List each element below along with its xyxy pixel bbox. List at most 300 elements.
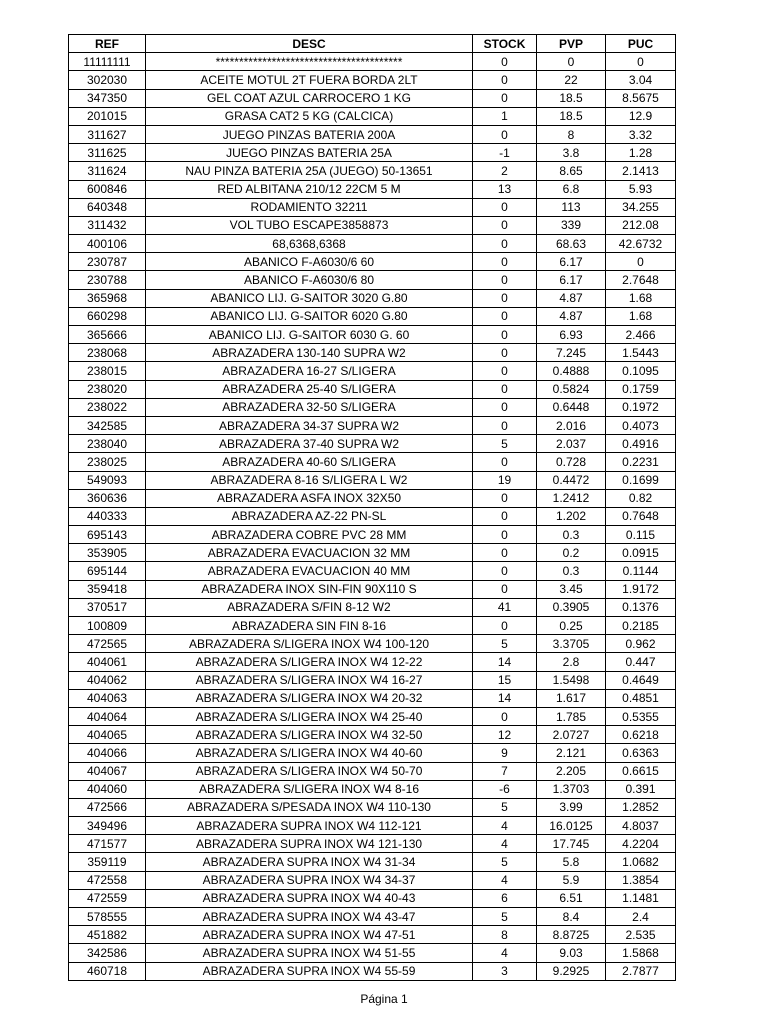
pvp-cell: 17.745 <box>537 835 606 853</box>
table-row <box>69 653 676 671</box>
pvp-cell: 0.6448 <box>537 398 606 416</box>
desc-cell: ABRAZADERA EVACUACION 32 MM <box>146 544 473 562</box>
ref-cell: 578555 <box>69 908 146 926</box>
stock-cell: 4 <box>473 871 537 889</box>
table-row <box>69 871 676 889</box>
stock-cell: 1 <box>473 107 537 125</box>
puc-cell: 5.93 <box>606 180 676 198</box>
stock-cell: 19 <box>473 471 537 489</box>
desc-cell: JUEGO PINZAS BATERIA 200A <box>146 125 473 143</box>
stock-cell: 0 <box>473 507 537 525</box>
column-header-pvp: PVP <box>537 35 606 53</box>
stock-cell: 6 <box>473 889 537 907</box>
puc-cell: 2.466 <box>606 326 676 344</box>
table-row <box>69 344 676 362</box>
desc-cell: ABRAZADERA S/LIGERA INOX W4 20-32 <box>146 689 473 707</box>
puc-cell: 0.962 <box>606 635 676 653</box>
table-row <box>69 453 676 471</box>
ref-cell: 342586 <box>69 944 146 962</box>
ref-cell: 404061 <box>69 653 146 671</box>
desc-cell: ABRAZADERA 37-40 SUPRA W2 <box>146 435 473 453</box>
column-header-puc: PUC <box>606 35 676 53</box>
puc-cell: 1.3854 <box>606 871 676 889</box>
desc-cell: ABRAZADERA 25-40 S/LIGERA <box>146 380 473 398</box>
puc-cell: 212.08 <box>606 216 676 234</box>
table-row <box>69 107 676 125</box>
pvp-cell: 8.4 <box>537 908 606 926</box>
pvp-cell: 1.617 <box>537 689 606 707</box>
stock-cell: 0 <box>473 53 537 71</box>
ref-cell: 230787 <box>69 253 146 271</box>
desc-cell: ABRAZADERA SUPRA INOX W4 43-47 <box>146 908 473 926</box>
puc-cell: 4.2204 <box>606 835 676 853</box>
table-body <box>69 53 676 981</box>
puc-cell: 2.535 <box>606 926 676 944</box>
ref-cell: 311627 <box>69 125 146 143</box>
ref-cell: 404062 <box>69 671 146 689</box>
puc-cell: 1.5443 <box>606 344 676 362</box>
desc-cell: ABRAZADERA 8-16 S/LIGERA L W2 <box>146 471 473 489</box>
desc-cell: ABANICO F-A6030/6 60 <box>146 253 473 271</box>
puc-cell: 0.82 <box>606 489 676 507</box>
puc-cell: 1.9172 <box>606 580 676 598</box>
ref-cell: 404064 <box>69 707 146 725</box>
ref-cell: 370517 <box>69 598 146 616</box>
stock-cell: 13 <box>473 180 537 198</box>
desc-cell: ABANICO LIJ. G-SAITOR 3020 G.80 <box>146 289 473 307</box>
table-row <box>69 507 676 525</box>
table-row <box>69 253 676 271</box>
ref-cell: 404067 <box>69 762 146 780</box>
ref-cell: 549093 <box>69 471 146 489</box>
ref-cell: 359418 <box>69 580 146 598</box>
stock-cell: 5 <box>473 853 537 871</box>
pvp-cell: 0.5824 <box>537 380 606 398</box>
stock-cell: 0 <box>473 562 537 580</box>
stock-cell: 0 <box>473 271 537 289</box>
ref-cell: 347350 <box>69 89 146 107</box>
stock-cell: 0 <box>473 526 537 544</box>
pvp-cell: 339 <box>537 216 606 234</box>
desc-cell: ACEITE MOTUL 2T FUERA BORDA 2LT <box>146 71 473 89</box>
ref-cell: 460718 <box>69 962 146 980</box>
table-row <box>69 307 676 325</box>
pvp-cell: 22 <box>537 71 606 89</box>
pvp-cell: 0.3905 <box>537 598 606 616</box>
header-row <box>69 35 676 53</box>
pvp-cell: 1.3703 <box>537 780 606 798</box>
puc-cell: 42.6732 <box>606 235 676 253</box>
table-row <box>69 144 676 162</box>
desc-cell: ABRAZADERA SUPRA INOX W4 34-37 <box>146 871 473 889</box>
table-row <box>69 562 676 580</box>
stock-cell: -1 <box>473 144 537 162</box>
stock-cell: 4 <box>473 944 537 962</box>
pvp-cell: 0.728 <box>537 453 606 471</box>
puc-cell: 0.1376 <box>606 598 676 616</box>
pvp-cell: 8.8725 <box>537 926 606 944</box>
puc-cell: 34.255 <box>606 198 676 216</box>
desc-cell: JUEGO PINZAS BATERIA 25A <box>146 144 473 162</box>
ref-cell: 404066 <box>69 744 146 762</box>
desc-cell: ABRAZADERA S/PESADA INOX W4 110-130 <box>146 798 473 816</box>
pvp-cell: 2.037 <box>537 435 606 453</box>
pvp-cell: 4.87 <box>537 307 606 325</box>
ref-cell: 400106 <box>69 235 146 253</box>
puc-cell: 0.4649 <box>606 671 676 689</box>
table-row <box>69 580 676 598</box>
desc-cell: **************************************** <box>146 53 473 71</box>
table-row <box>69 71 676 89</box>
puc-cell: 0.7648 <box>606 507 676 525</box>
desc-cell: ABRAZADERA SUPRA INOX W4 121-130 <box>146 835 473 853</box>
column-header-ref: REF <box>69 35 146 53</box>
puc-cell: 4.8037 <box>606 817 676 835</box>
puc-cell: 0.5355 <box>606 707 676 725</box>
table-row <box>69 416 676 434</box>
table-row <box>69 198 676 216</box>
desc-cell: ABRAZADERA S/LIGERA INOX W4 32-50 <box>146 726 473 744</box>
desc-cell: ABRAZADERA SUPRA INOX W4 40-43 <box>146 889 473 907</box>
stock-cell: 0 <box>473 362 537 380</box>
pvp-cell: 2.121 <box>537 744 606 762</box>
pvp-cell: 0.2 <box>537 544 606 562</box>
desc-cell: ABRAZADERA INOX SIN-FIN 90X110 S <box>146 580 473 598</box>
table-row <box>69 617 676 635</box>
ref-cell: 640348 <box>69 198 146 216</box>
pvp-cell: 9.03 <box>537 944 606 962</box>
table-row <box>69 544 676 562</box>
pvp-cell: 5.9 <box>537 871 606 889</box>
table-row <box>69 162 676 180</box>
ref-cell: 238040 <box>69 435 146 453</box>
table-row <box>69 835 676 853</box>
table-row <box>69 89 676 107</box>
ref-cell: 311625 <box>69 144 146 162</box>
table-row <box>69 926 676 944</box>
table-row <box>69 726 676 744</box>
ref-cell: 360636 <box>69 489 146 507</box>
puc-cell: 0 <box>606 53 676 71</box>
desc-cell: ABRAZADERA 16-27 S/LIGERA <box>146 362 473 380</box>
stock-cell: 0 <box>473 707 537 725</box>
stock-cell: -6 <box>473 780 537 798</box>
stock-cell: 0 <box>473 235 537 253</box>
desc-cell: ABRAZADERA SUPRA INOX W4 51-55 <box>146 944 473 962</box>
desc-cell: ABRAZADERA S/LIGERA INOX W4 8-16 <box>146 780 473 798</box>
stock-cell: 41 <box>473 598 537 616</box>
puc-cell: 0.4073 <box>606 416 676 434</box>
ref-cell: 311432 <box>69 216 146 234</box>
puc-cell: 0 <box>606 253 676 271</box>
table-row <box>69 326 676 344</box>
puc-cell: 0.0915 <box>606 544 676 562</box>
table-row <box>69 289 676 307</box>
column-header-desc: DESC <box>146 35 473 53</box>
ref-cell: 365968 <box>69 289 146 307</box>
pvp-cell: 3.45 <box>537 580 606 598</box>
pvp-cell: 1.2412 <box>537 489 606 507</box>
ref-cell: 451882 <box>69 926 146 944</box>
ref-cell: 238020 <box>69 380 146 398</box>
desc-cell: ABRAZADERA 130-140 SUPRA W2 <box>146 344 473 362</box>
desc-cell: ABANICO LIJ. G-SAITOR 6020 G.80 <box>146 307 473 325</box>
desc-cell: RODAMIENTO 32211 <box>146 198 473 216</box>
table-row <box>69 398 676 416</box>
ref-cell: 230788 <box>69 271 146 289</box>
pvp-cell: 18.5 <box>537 107 606 125</box>
ref-cell: 11111111 <box>69 53 146 71</box>
stock-cell: 0 <box>473 125 537 143</box>
table-row <box>69 908 676 926</box>
pvp-cell: 6.93 <box>537 326 606 344</box>
pvp-cell: 3.3705 <box>537 635 606 653</box>
puc-cell: 1.28 <box>606 144 676 162</box>
desc-cell: 68,6368,6368 <box>146 235 473 253</box>
table-row <box>69 853 676 871</box>
puc-cell: 0.6218 <box>606 726 676 744</box>
ref-cell: 440333 <box>69 507 146 525</box>
ref-cell: 600846 <box>69 180 146 198</box>
puc-cell: 0.1144 <box>606 562 676 580</box>
ref-cell: 359119 <box>69 853 146 871</box>
stock-cell: 14 <box>473 689 537 707</box>
puc-cell: 0.115 <box>606 526 676 544</box>
table-row <box>69 889 676 907</box>
stock-cell: 9 <box>473 744 537 762</box>
table-row <box>69 489 676 507</box>
desc-cell: ABRAZADERA 32-50 S/LIGERA <box>146 398 473 416</box>
table-row <box>69 598 676 616</box>
desc-cell: ABRAZADERA S/LIGERA INOX W4 25-40 <box>146 707 473 725</box>
desc-cell: VOL TUBO ESCAPE3858873 <box>146 216 473 234</box>
stock-cell: 0 <box>473 617 537 635</box>
pvp-cell: 68.63 <box>537 235 606 253</box>
puc-cell: 0.1972 <box>606 398 676 416</box>
desc-cell: ABRAZADERA SUPRA INOX W4 55-59 <box>146 962 473 980</box>
stock-cell: 0 <box>473 198 537 216</box>
stock-cell: 0 <box>473 453 537 471</box>
pvp-cell: 0.3 <box>537 526 606 544</box>
stock-cell: 5 <box>473 908 537 926</box>
puc-cell: 2.4 <box>606 908 676 926</box>
table-row <box>69 744 676 762</box>
table-row <box>69 962 676 980</box>
pvp-cell: 7.245 <box>537 344 606 362</box>
desc-cell: ABANICO F-A6030/6 80 <box>146 271 473 289</box>
table-row <box>69 271 676 289</box>
ref-cell: 471577 <box>69 835 146 853</box>
puc-cell: 0.1095 <box>606 362 676 380</box>
table-row <box>69 762 676 780</box>
table-row <box>69 53 676 71</box>
stock-cell: 8 <box>473 926 537 944</box>
desc-cell: ABRAZADERA ASFA INOX 32X50 <box>146 489 473 507</box>
stock-cell: 0 <box>473 344 537 362</box>
table-row <box>69 780 676 798</box>
stock-cell: 0 <box>473 398 537 416</box>
pvp-cell: 0 <box>537 53 606 71</box>
pvp-cell: 1.202 <box>537 507 606 525</box>
table-row <box>69 798 676 816</box>
ref-cell: 472565 <box>69 635 146 653</box>
puc-cell: 3.32 <box>606 125 676 143</box>
table-row <box>69 526 676 544</box>
puc-cell: 1.68 <box>606 289 676 307</box>
stock-cell: 15 <box>473 671 537 689</box>
pvp-cell: 2.8 <box>537 653 606 671</box>
desc-cell: NAU PINZA BATERIA 25A (JUEGO) 50-13651 <box>146 162 473 180</box>
puc-cell: 3.04 <box>606 71 676 89</box>
puc-cell: 0.391 <box>606 780 676 798</box>
ref-cell: 302030 <box>69 71 146 89</box>
stock-cell: 4 <box>473 817 537 835</box>
desc-cell: ABRAZADERA AZ-22 PN-SL <box>146 507 473 525</box>
ref-cell: 238015 <box>69 362 146 380</box>
desc-cell: ABANICO LIJ. G-SAITOR 6030 G. 60 <box>146 326 473 344</box>
desc-cell: RED ALBITANA 210/12 22CM 5 M <box>146 180 473 198</box>
puc-cell: 0.4916 <box>606 435 676 453</box>
puc-cell: 0.2185 <box>606 617 676 635</box>
puc-cell: 12.9 <box>606 107 676 125</box>
pvp-cell: 6.17 <box>537 271 606 289</box>
desc-cell: ABRAZADERA S/LIGERA INOX W4 16-27 <box>146 671 473 689</box>
ref-cell: 100809 <box>69 617 146 635</box>
table-row <box>69 471 676 489</box>
ref-cell: 404063 <box>69 689 146 707</box>
ref-cell: 342585 <box>69 416 146 434</box>
stock-cell: 0 <box>473 489 537 507</box>
ref-cell: 695143 <box>69 526 146 544</box>
pvp-cell: 0.4472 <box>537 471 606 489</box>
stock-cell: 0 <box>473 380 537 398</box>
pvp-cell: 6.17 <box>537 253 606 271</box>
ref-cell: 404065 <box>69 726 146 744</box>
puc-cell: 1.1481 <box>606 889 676 907</box>
stock-cell: 7 <box>473 762 537 780</box>
stock-cell: 5 <box>473 798 537 816</box>
stock-cell: 14 <box>473 653 537 671</box>
inventory-table <box>68 34 676 981</box>
puc-cell: 2.7877 <box>606 962 676 980</box>
pvp-cell: 3.8 <box>537 144 606 162</box>
stock-cell: 0 <box>473 326 537 344</box>
desc-cell: ABRAZADERA SUPRA INOX W4 112-121 <box>146 817 473 835</box>
ref-cell: 695144 <box>69 562 146 580</box>
puc-cell: 1.5868 <box>606 944 676 962</box>
pvp-cell: 8.65 <box>537 162 606 180</box>
ref-cell: 365666 <box>69 326 146 344</box>
desc-cell: ABRAZADERA EVACUACION 40 MM <box>146 562 473 580</box>
desc-cell: GRASA CAT2 5 KG (CALCICA) <box>146 107 473 125</box>
table-row <box>69 180 676 198</box>
ref-cell: 472559 <box>69 889 146 907</box>
desc-cell: GEL COAT AZUL CARROCERO 1 KG <box>146 89 473 107</box>
puc-cell: 1.0682 <box>606 853 676 871</box>
pvp-cell: 2.0727 <box>537 726 606 744</box>
stock-cell: 0 <box>473 89 537 107</box>
ref-cell: 201015 <box>69 107 146 125</box>
ref-cell: 238025 <box>69 453 146 471</box>
table-row <box>69 362 676 380</box>
pvp-cell: 16.0125 <box>537 817 606 835</box>
desc-cell: ABRAZADERA S/FIN 8-12 W2 <box>146 598 473 616</box>
pvp-cell: 4.87 <box>537 289 606 307</box>
puc-cell: 2.1413 <box>606 162 676 180</box>
puc-cell: 0.447 <box>606 653 676 671</box>
desc-cell: ABRAZADERA SUPRA INOX W4 47-51 <box>146 926 473 944</box>
table-row <box>69 125 676 143</box>
pvp-cell: 2.205 <box>537 762 606 780</box>
stock-cell: 0 <box>473 253 537 271</box>
table-row <box>69 817 676 835</box>
desc-cell: ABRAZADERA 40-60 S/LIGERA <box>146 453 473 471</box>
pvp-cell: 1.785 <box>537 707 606 725</box>
ref-cell: 404060 <box>69 780 146 798</box>
table-row <box>69 380 676 398</box>
pvp-cell: 0.25 <box>537 617 606 635</box>
puc-cell: 0.6615 <box>606 762 676 780</box>
desc-cell: ABRAZADERA S/LIGERA INOX W4 12-22 <box>146 653 473 671</box>
desc-cell: ABRAZADERA S/LIGERA INOX W4 40-60 <box>146 744 473 762</box>
stock-cell: 0 <box>473 307 537 325</box>
stock-cell: 5 <box>473 435 537 453</box>
ref-cell: 349496 <box>69 817 146 835</box>
pvp-cell: 8 <box>537 125 606 143</box>
pvp-cell: 113 <box>537 198 606 216</box>
ref-cell: 353905 <box>69 544 146 562</box>
stock-cell: 3 <box>473 962 537 980</box>
table-row <box>69 216 676 234</box>
stock-cell: 0 <box>473 289 537 307</box>
puc-cell: 0.1699 <box>606 471 676 489</box>
page-number: Página 1 <box>360 992 408 1006</box>
puc-cell: 0.1759 <box>606 380 676 398</box>
puc-cell: 0.4851 <box>606 689 676 707</box>
puc-cell: 2.7648 <box>606 271 676 289</box>
table-row <box>69 235 676 253</box>
column-header-stock: STOCK <box>473 35 537 53</box>
stock-cell: 12 <box>473 726 537 744</box>
stock-cell: 0 <box>473 416 537 434</box>
table-row <box>69 671 676 689</box>
pvp-cell: 6.51 <box>537 889 606 907</box>
desc-cell: ABRAZADERA 34-37 SUPRA W2 <box>146 416 473 434</box>
puc-cell: 0.6363 <box>606 744 676 762</box>
ref-cell: 238068 <box>69 344 146 362</box>
stock-cell: 5 <box>473 635 537 653</box>
pvp-cell: 0.4888 <box>537 362 606 380</box>
desc-cell: ABRAZADERA SUPRA INOX W4 31-34 <box>146 853 473 871</box>
stock-cell: 0 <box>473 544 537 562</box>
stock-cell: 4 <box>473 835 537 853</box>
puc-cell: 8.5675 <box>606 89 676 107</box>
pvp-cell: 6.8 <box>537 180 606 198</box>
ref-cell: 311624 <box>69 162 146 180</box>
ref-cell: 472558 <box>69 871 146 889</box>
table-row <box>69 435 676 453</box>
pvp-cell: 0.3 <box>537 562 606 580</box>
pvp-cell: 2.016 <box>537 416 606 434</box>
table-row <box>69 689 676 707</box>
ref-cell: 238022 <box>69 398 146 416</box>
stock-cell: 0 <box>473 580 537 598</box>
ref-cell: 472566 <box>69 798 146 816</box>
table-row <box>69 707 676 725</box>
puc-cell: 1.68 <box>606 307 676 325</box>
pvp-cell: 9.2925 <box>537 962 606 980</box>
puc-cell: 1.2852 <box>606 798 676 816</box>
